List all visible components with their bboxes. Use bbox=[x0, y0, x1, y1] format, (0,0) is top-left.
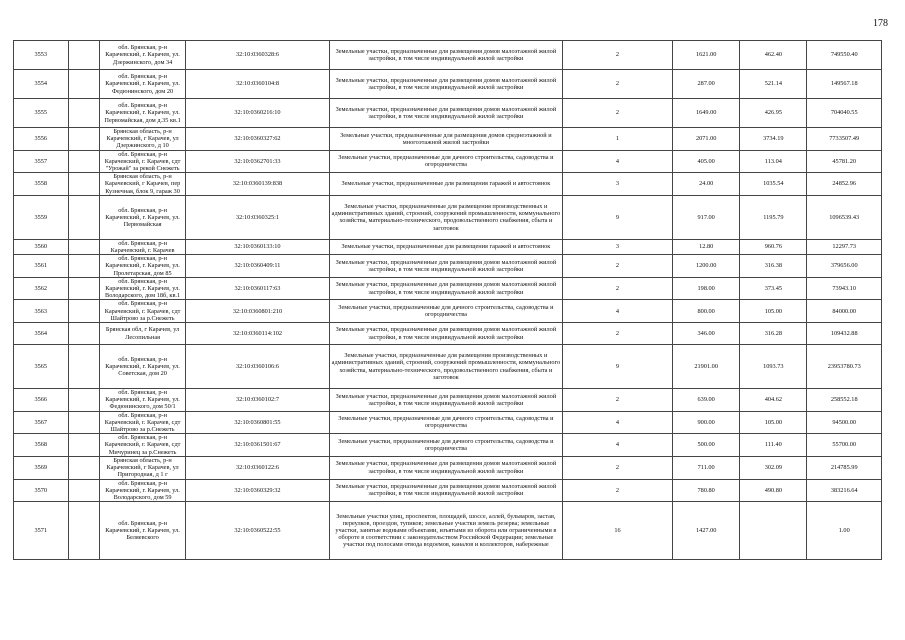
land-use-cell: Земельные участки, предназначенные для размещения домов малоэтажной жилой застройки, в том числе индивидуальной жилой застройки bbox=[329, 255, 562, 278]
group-code-cell: 2 bbox=[562, 255, 672, 278]
blank-cell bbox=[68, 99, 99, 128]
row-number-cell: 3554 bbox=[14, 70, 69, 99]
row-number-cell: 3571 bbox=[14, 502, 69, 560]
cadastral-value-cell: 94500.00 bbox=[807, 411, 882, 434]
blank-cell bbox=[68, 456, 99, 479]
table-row bbox=[14, 323, 882, 345]
address-cell: обл. Брянская, р-н Карачевский, г. Карачев, ул. Пролетарская, дом 85 bbox=[100, 255, 186, 278]
blank-cell bbox=[68, 345, 99, 389]
specific-value-cell: 1195.79 bbox=[740, 195, 807, 239]
group-code-cell: 3 bbox=[562, 239, 672, 254]
land-use-cell: Земельные участки, предназначенные для размещения гаражей и автостоянок bbox=[329, 239, 562, 254]
address-cell: обл. Брянская, р-н Карачевский, г. Карачев, сдт "Урожай" за рекой Снежеть bbox=[100, 150, 186, 173]
land-use-cell: Земельные участки, предназначенные для размещения производственных и административных зданий, строений, сооружений промышленности, коммунального хозяйства, материально-технического, продовольственного снабжения, сбыта и заготовок bbox=[329, 345, 562, 389]
specific-value-cell: 113.04 bbox=[740, 150, 807, 173]
row-number-cell: 3564 bbox=[14, 323, 69, 345]
cadastral-number-cell: 32:10:0360133:10 bbox=[186, 239, 330, 254]
table-row bbox=[14, 479, 882, 502]
row-number-cell: 3556 bbox=[14, 128, 69, 151]
table-row bbox=[14, 99, 882, 128]
page-number: 178 bbox=[873, 18, 888, 29]
address-cell: обл. Брянская, р-н Карачевский, г. Карачев bbox=[100, 239, 186, 254]
address-cell: обл. Брянская, р-н Карачевский, г. Карачев, ул. Советская, дом 20 bbox=[100, 345, 186, 389]
specific-value-cell: 105.00 bbox=[740, 411, 807, 434]
blank-cell bbox=[68, 128, 99, 151]
table-row bbox=[14, 345, 882, 389]
cadastral-value-cell: 704040.55 bbox=[807, 99, 882, 128]
address-cell: обл. Брянская, р-н Карачевский, г. Карачев, ул. Первомайская bbox=[100, 195, 186, 239]
land-use-cell: Земельные участки, предназначенные для размещения домов малоэтажной жилой застройки, в том числе индивидуальной жилой застройки bbox=[329, 479, 562, 502]
cadastral-number-cell: 32:10:0360328:6 bbox=[186, 41, 330, 70]
area-cell: 780.80 bbox=[673, 479, 740, 502]
group-code-cell: 16 bbox=[562, 502, 672, 560]
address-cell: обл. Брянская, р-н Карачевский, г. Карачев, ул. Федюнинского, дом 20 bbox=[100, 70, 186, 99]
cadastral-number-cell: 32:10:0360329:32 bbox=[186, 479, 330, 502]
row-number-cell: 3569 bbox=[14, 456, 69, 479]
address-cell: обл. Брянская, р-н Карачевский, г. Карачев, ул. Володарского, дом 18б, кв.1 bbox=[100, 277, 186, 300]
cadastral-number-cell: 32:10:0360409:11 bbox=[186, 255, 330, 278]
cadastral-value-cell: 12297.73 bbox=[807, 239, 882, 254]
group-code-cell: 2 bbox=[562, 70, 672, 99]
land-use-cell: Земельные участки, предназначенные для размещения домов малоэтажной жилой застройки, в том числе индивидуальной жилой застройки bbox=[329, 99, 562, 128]
cadastral-value-cell: 23953780.73 bbox=[807, 345, 882, 389]
specific-value-cell: 1035.54 bbox=[740, 173, 807, 196]
address-cell: Брянская область, р-н Карачевский, г Карачев, ул Дзержинского, д 10 bbox=[100, 128, 186, 151]
table-row bbox=[14, 41, 882, 70]
specific-value-cell: 111.40 bbox=[740, 434, 807, 457]
area-cell: 346.00 bbox=[673, 323, 740, 345]
cadastral-value-cell: 383216.64 bbox=[807, 479, 882, 502]
cadastral-number-cell: 32:10:0360325:1 bbox=[186, 195, 330, 239]
specific-value-cell: 302.09 bbox=[740, 456, 807, 479]
area-cell: 500.00 bbox=[673, 434, 740, 457]
blank-cell bbox=[68, 41, 99, 70]
cadastral-value-cell: 379656.00 bbox=[807, 255, 882, 278]
area-cell: 1427.00 bbox=[673, 502, 740, 560]
specific-value-cell: 3734.19 bbox=[740, 128, 807, 151]
cadastral-value-cell: 1.00 bbox=[807, 502, 882, 560]
specific-value-cell: 105.00 bbox=[740, 300, 807, 323]
area-cell: 2071.00 bbox=[673, 128, 740, 151]
cadastral-number-cell: 32:10:0360327:62 bbox=[186, 128, 330, 151]
cadastral-number-cell: 32:10:0360139:838 bbox=[186, 173, 330, 196]
table-row bbox=[14, 277, 882, 300]
address-cell: обл. Брянская, р-н Карачевский, г. Карачев, ул. Дзержинского, дом 34 bbox=[100, 41, 186, 70]
blank-cell bbox=[68, 70, 99, 99]
table-row bbox=[14, 456, 882, 479]
group-code-cell: 4 bbox=[562, 150, 672, 173]
row-number-cell: 3568 bbox=[14, 434, 69, 457]
table-row bbox=[14, 434, 882, 457]
row-number-cell: 3563 bbox=[14, 300, 69, 323]
specific-value-cell: 490.80 bbox=[740, 479, 807, 502]
specific-value-cell: 462.40 bbox=[740, 41, 807, 70]
area-cell: 24.00 bbox=[673, 173, 740, 196]
row-number-cell: 3555 bbox=[14, 99, 69, 128]
cadastral-value-cell: 214785.99 bbox=[807, 456, 882, 479]
blank-cell bbox=[68, 173, 99, 196]
specific-value-cell: 316.38 bbox=[740, 255, 807, 278]
cadastral-number-cell: 32:10:0360102:7 bbox=[186, 389, 330, 412]
area-cell: 917.00 bbox=[673, 195, 740, 239]
group-code-cell: 9 bbox=[562, 195, 672, 239]
blank-cell bbox=[68, 502, 99, 560]
specific-value-cell: 521.14 bbox=[740, 70, 807, 99]
table-row bbox=[14, 150, 882, 173]
cadastral-value-cell: 7733507.49 bbox=[807, 128, 882, 151]
address-cell: Брянская область, р-н Карачевский, г Карачев, пер Кузнечная, блок 9, гараж 30 bbox=[100, 173, 186, 196]
address-cell: Брянская область, р-н Карачевский, г Карачев, ул Пригородная, д 1 г bbox=[100, 456, 186, 479]
cadastral-number-cell: 32:10:0360522:55 bbox=[186, 502, 330, 560]
address-cell: Брянская обл, г Карачев, ул Лесопильная bbox=[100, 323, 186, 345]
blank-cell bbox=[68, 255, 99, 278]
cadastral-value-cell: 24852.96 bbox=[807, 173, 882, 196]
table-row bbox=[14, 389, 882, 412]
group-code-cell: 2 bbox=[562, 479, 672, 502]
address-cell: обл. Брянская, р-н Карачевский, г. Карачев, ул. Федюнинского, дом 50/1 bbox=[100, 389, 186, 412]
land-use-cell: Земельные участки, предназначенные для дачного строительства, садоводства и огородничества bbox=[329, 150, 562, 173]
blank-cell bbox=[68, 300, 99, 323]
land-use-cell: Земельные участки, предназначенные для размещения домов малоэтажной жилой застройки, в том числе индивидуальной жилой застройки bbox=[329, 277, 562, 300]
address-cell: обл. Брянская, р-н Карачевский, г. Карачев, сдт Шайтрово за р.Снежеть bbox=[100, 300, 186, 323]
land-use-cell: Земельные участки, предназначенные для размещения домов малоэтажной жилой застройки, в том числе индивидуальной жилой застройки bbox=[329, 323, 562, 345]
land-use-cell: Земельные участки, предназначенные для размещения производственных и административных зданий, строений, сооружений промышленности, коммунального хозяйства, материально-технического, продовольственного снабжения, сбыта и заготовок bbox=[329, 195, 562, 239]
group-code-cell: 3 bbox=[562, 173, 672, 196]
table-row bbox=[14, 173, 882, 196]
blank-cell bbox=[68, 323, 99, 345]
area-cell: 21901.00 bbox=[673, 345, 740, 389]
table-row bbox=[14, 239, 882, 254]
specific-value-cell: 373.45 bbox=[740, 277, 807, 300]
cadastral-value-cell: 84000.00 bbox=[807, 300, 882, 323]
blank-cell bbox=[68, 239, 99, 254]
cadastral-value-cell: 73943.10 bbox=[807, 277, 882, 300]
specific-value-cell: 426.95 bbox=[740, 99, 807, 128]
area-cell: 1649.00 bbox=[673, 99, 740, 128]
address-cell: обл. Брянская, р-н Карачевский, г. Карачев, сдт Мичуринец за р.Снежеть bbox=[100, 434, 186, 457]
group-code-cell: 2 bbox=[562, 323, 672, 345]
specific-value-cell bbox=[740, 502, 807, 560]
cadastral-value-cell: 109432.88 bbox=[807, 323, 882, 345]
area-cell: 12.80 bbox=[673, 239, 740, 254]
land-use-cell: Земельные участки, предназначенные для размещения домов малоэтажной жилой застройки, в том числе индивидуальной жилой застройки bbox=[329, 70, 562, 99]
cadastral-value-cell: 258552.18 bbox=[807, 389, 882, 412]
cadastral-number-cell: 32:10:0360122:6 bbox=[186, 456, 330, 479]
cadastral-number-cell: 32:10:0361501:67 bbox=[186, 434, 330, 457]
area-cell: 639.00 bbox=[673, 389, 740, 412]
group-code-cell: 2 bbox=[562, 456, 672, 479]
land-use-cell: Земельные участки, предназначенные для дачного строительства, садоводства и огородничества bbox=[329, 434, 562, 457]
area-cell: 1621.00 bbox=[673, 41, 740, 70]
cadastral-number-cell: 32:10:0362701:33 bbox=[186, 150, 330, 173]
table-row bbox=[14, 411, 882, 434]
group-code-cell: 2 bbox=[562, 277, 672, 300]
land-use-cell: Земельные участки, предназначенные для размещения домов малоэтажной жилой застройки, в том числе индивидуальной жилой застройки bbox=[329, 41, 562, 70]
blank-cell bbox=[68, 434, 99, 457]
table-row bbox=[14, 70, 882, 99]
land-use-cell: Земельные участки улиц, проспектов, площадей, шоссе, аллей, бульваров, застав, переулков, проездов, тупиков; земельные участки земель резерва; земельные участки, занятые водными объектами, изъятыми из оборота или ограниченными в обороте в соответствии с законодательством Российской Федерации; земельные участки под полосами отвода водоемов, каналов и коллекторов, набережные bbox=[329, 502, 562, 560]
row-number-cell: 3566 bbox=[14, 389, 69, 412]
land-use-cell: Земельные участки, предназначенные для размещения домов малоэтажной жилой застройки, в том числе индивидуальной жилой застройки bbox=[329, 389, 562, 412]
land-use-cell: Земельные участки, предназначенные для дачного строительства, садоводства и огородничества bbox=[329, 300, 562, 323]
group-code-cell: 4 bbox=[562, 411, 672, 434]
row-number-cell: 3570 bbox=[14, 479, 69, 502]
specific-value-cell: 404.62 bbox=[740, 389, 807, 412]
cadastral-number-cell: 32:10:0360114:102 bbox=[186, 323, 330, 345]
specific-value-cell: 316.28 bbox=[740, 323, 807, 345]
specific-value-cell: 960.76 bbox=[740, 239, 807, 254]
cadastral-value-cell: 55700.00 bbox=[807, 434, 882, 457]
blank-cell bbox=[68, 479, 99, 502]
address-cell: обл. Брянская, р-н Карачевский, г. Карачев, ул. Первомайская, дом д.35 кв.1 bbox=[100, 99, 186, 128]
row-number-cell: 3553 bbox=[14, 41, 69, 70]
table-row bbox=[14, 195, 882, 239]
table-row bbox=[14, 128, 882, 151]
area-cell: 800.00 bbox=[673, 300, 740, 323]
area-cell: 287.00 bbox=[673, 70, 740, 99]
area-cell: 900.00 bbox=[673, 411, 740, 434]
cadastral-number-cell: 32:10:0360117:63 bbox=[186, 277, 330, 300]
cadastral-value-cell: 749550.40 bbox=[807, 41, 882, 70]
row-number-cell: 3558 bbox=[14, 173, 69, 196]
cadastral-number-cell: 32:10:0360216:10 bbox=[186, 99, 330, 128]
specific-value-cell: 1093.73 bbox=[740, 345, 807, 389]
row-number-cell: 3567 bbox=[14, 411, 69, 434]
land-use-cell: Земельные участки, предназначенные для размещения гаражей и автостоянок bbox=[329, 173, 562, 196]
cadastral-value-cell: 45781.20 bbox=[807, 150, 882, 173]
row-number-cell: 3557 bbox=[14, 150, 69, 173]
address-cell: обл. Брянская, р-н Карачевский, г. Карачев, ул. Володарского, дом 59 bbox=[100, 479, 186, 502]
row-number-cell: 3562 bbox=[14, 277, 69, 300]
cadastral-number-cell: 32:10:0360106:6 bbox=[186, 345, 330, 389]
group-code-cell: 4 bbox=[562, 434, 672, 457]
cadastral-number-cell: 32:10:0360801:55 bbox=[186, 411, 330, 434]
area-cell: 405.00 bbox=[673, 150, 740, 173]
cadastral-value-table bbox=[13, 40, 882, 560]
table-row bbox=[14, 502, 882, 560]
blank-cell bbox=[68, 411, 99, 434]
blank-cell bbox=[68, 150, 99, 173]
area-cell: 198.00 bbox=[673, 277, 740, 300]
cadastral-number-cell: 32:10:0360104:8 bbox=[186, 70, 330, 99]
land-use-cell: Земельные участки, предназначенные для дачного строительства, садоводства и огородничества bbox=[329, 411, 562, 434]
table-row bbox=[14, 300, 882, 323]
table-row bbox=[14, 255, 882, 278]
land-use-cell: Земельные участки, предназначенные для размещения домов среднеэтажной и многоэтажной жилой застройки bbox=[329, 128, 562, 151]
blank-cell bbox=[68, 195, 99, 239]
land-use-cell: Земельные участки, предназначенные для размещения домов малоэтажной жилой застройки, в том числе индивидуальной жилой застройки bbox=[329, 456, 562, 479]
cadastral-value-cell: 149567.18 bbox=[807, 70, 882, 99]
row-number-cell: 3565 bbox=[14, 345, 69, 389]
group-code-cell: 2 bbox=[562, 389, 672, 412]
group-code-cell: 1 bbox=[562, 128, 672, 151]
row-number-cell: 3560 bbox=[14, 239, 69, 254]
blank-cell bbox=[68, 389, 99, 412]
address-cell: обл. Брянская, р-н Карачевский, г. Карачев, сдт Шайтрово за р.Снежеть bbox=[100, 411, 186, 434]
cadastral-value-cell: 1096539.43 bbox=[807, 195, 882, 239]
row-number-cell: 3559 bbox=[14, 195, 69, 239]
group-code-cell: 2 bbox=[562, 41, 672, 70]
address-cell: обл. Брянская, р-н Карачевский, г. Карачев, ул. Беляевского bbox=[100, 502, 186, 560]
area-cell: 711.00 bbox=[673, 456, 740, 479]
group-code-cell: 4 bbox=[562, 300, 672, 323]
group-code-cell: 2 bbox=[562, 99, 672, 128]
cadastral-number-cell: 32:10:0360801:210 bbox=[186, 300, 330, 323]
blank-cell bbox=[68, 277, 99, 300]
row-number-cell: 3561 bbox=[14, 255, 69, 278]
group-code-cell: 9 bbox=[562, 345, 672, 389]
area-cell: 1200.00 bbox=[673, 255, 740, 278]
